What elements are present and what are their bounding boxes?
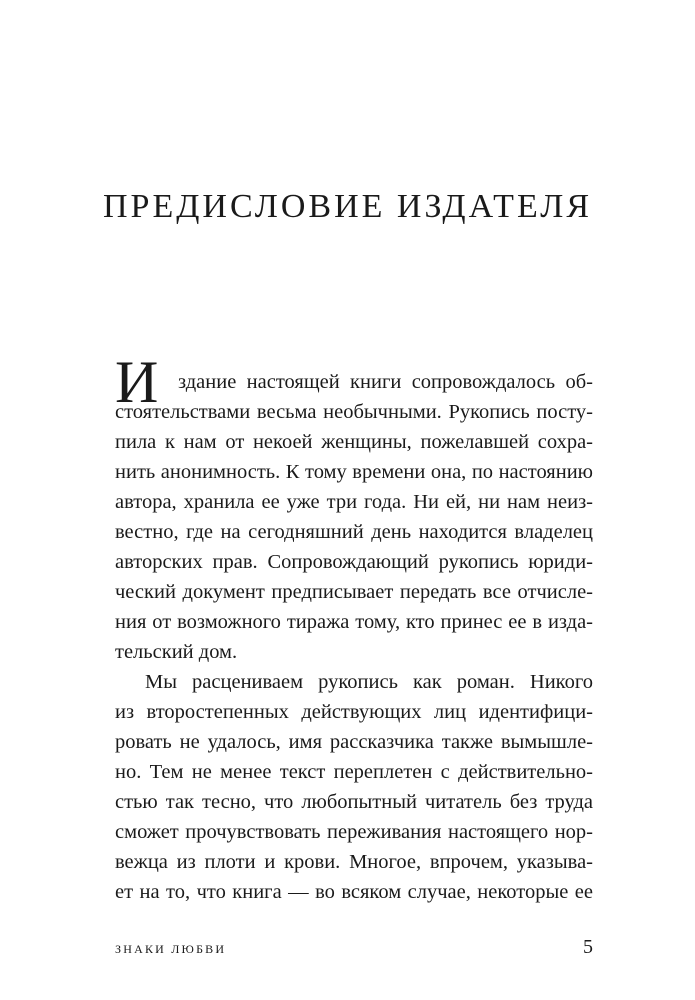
text-line: вестно, где на сегодняшний день находится владелец (115, 521, 593, 543)
text-line: здание настоящей книги сопровождалось об- (178, 371, 593, 393)
text-line: авторских прав. Сопровождающий рукопись юриди- (115, 551, 593, 573)
text-line: вежца из плоти и крови. Многое, впрочем, указыва- (115, 851, 593, 873)
text-line: Мы расцениваем рукопись как роман. Никого (145, 671, 593, 693)
text-line: ет на то, что книга — во всяком случае, некоторые ее (115, 881, 593, 903)
text-line: автора, хранила ее уже три года. Ни ей, ни нам неиз- (115, 491, 593, 513)
chapter-title: ПРЕДИСЛОВИЕ ИЗДАТЕЛЯ (102, 188, 593, 225)
text-line: стью так тесно, что любопытный читатель без труда (115, 791, 593, 813)
text-line: ровать не удалось, имя рассказчика также вымышле- (115, 731, 593, 753)
text-line: сможет прочувствовать переживания настоящего нор- (115, 821, 593, 843)
running-title: ЗНАКИ ЛЮБВИ (115, 942, 227, 956)
text-line: нить анонимность. К тому времени она, по настоянию (115, 461, 593, 483)
text-line: стоятельствами весьма необычными. Рукопись посту- (115, 401, 593, 423)
text-line: но. Тем не менее текст переплетен с действительно- (115, 761, 593, 783)
page-number: 5 (583, 936, 593, 958)
text-line: пила к нам от некоей женщины, пожелавшей сохра- (115, 431, 593, 453)
text-line: из второстепенных действующих лиц идентифици- (115, 701, 593, 723)
text-line: ческий документ предписывает передать все отчисле- (115, 581, 593, 603)
drop-cap-letter: И (115, 349, 159, 415)
text-line: ния от возможного тиража тому, кто принес ее в изда- (115, 611, 593, 633)
text-line: тельский дом. (115, 641, 238, 663)
